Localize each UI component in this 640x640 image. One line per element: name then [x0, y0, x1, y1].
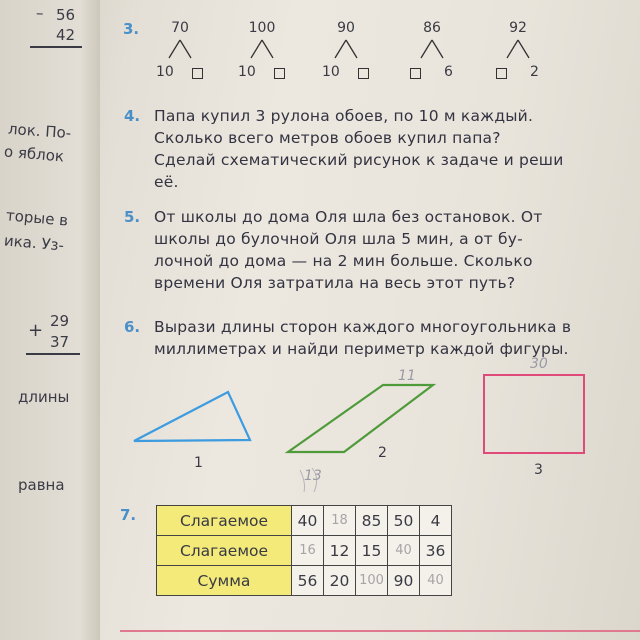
task4-line: Сделай схематический рисунок к задаче и реши [154, 151, 564, 169]
task5-number: 5. [124, 208, 141, 226]
row-label: Слагаемое [157, 536, 292, 566]
page-bottom-line [120, 630, 640, 632]
table-cell: 56 [292, 566, 324, 596]
task6-line: Вырази длины сторон каждого многоугольника в [154, 318, 572, 336]
task6-line: миллиметрах и найди периметр каждой фигуры. [154, 340, 569, 358]
left-text-line3: торые в [5, 206, 69, 230]
whole-number: 86 [423, 20, 441, 36]
whole-number: 90 [337, 20, 355, 36]
subtrahend: 42 [56, 26, 76, 44]
addition-table [156, 505, 452, 596]
pencil-mark: 13 [304, 468, 322, 484]
row-label: Сумма [157, 566, 292, 596]
table-cell: 90 [388, 566, 420, 596]
rectangle-figure [484, 375, 584, 453]
table-cell: 20 [324, 566, 356, 596]
figure-label-2: 2 [378, 445, 387, 461]
task3-number: 3. [123, 20, 140, 38]
minus-sign: – [35, 3, 44, 23]
task4-line: Папа купил 3 рулона обоев, по 10 м каждый. [154, 107, 534, 125]
minuend: 56 [56, 6, 76, 24]
table-cell: 40 [388, 536, 420, 566]
left-text-line2: о яблок [3, 142, 65, 166]
row-label: Слагаемое [157, 506, 292, 536]
table-cell: 36 [420, 536, 452, 566]
task5-line: времени Оля затратила на весь этот путь? [154, 274, 516, 292]
task6-number: 6. [124, 318, 141, 336]
part-number: 10 [238, 64, 256, 80]
table-cell: 50 [388, 506, 420, 536]
whole-number: 100 [248, 20, 276, 36]
left-text-line4: ика. Уз- [3, 231, 65, 255]
part-number: 2 [530, 64, 539, 80]
part-number: 10 [156, 64, 174, 80]
table-cell: 40 [292, 506, 324, 536]
pencil-mark: 11 [398, 368, 416, 384]
table-cell: 4 [420, 506, 452, 536]
parallelogram-figure [288, 385, 433, 452]
part-number: 6 [444, 64, 453, 80]
task4-line: Сколько всего метров обоев купил папа? [154, 129, 501, 147]
table-cell: 16 [292, 536, 324, 566]
table-row [157, 536, 452, 566]
task5-line: лочной до дома — на 2 мин больше. Сколько [154, 252, 533, 270]
task7-number: 7. [120, 506, 137, 524]
left-word-dlina: длины [18, 388, 70, 406]
task4-number: 4. [124, 107, 141, 125]
table-cell: 85 [356, 506, 388, 536]
table-cell: 15 [356, 536, 388, 566]
task5-line: От школы до дома Оля шла без остановок. От [154, 208, 543, 226]
table-row [157, 566, 452, 596]
addend2: 37 [50, 333, 70, 351]
table-cell: 100 [356, 566, 388, 596]
whole-number: 70 [171, 20, 189, 36]
addend1: 29 [50, 312, 70, 330]
left-text-line1: лок. По- [7, 119, 72, 143]
table-cell: 18 [324, 506, 356, 536]
task5-line: школы до булочной Оля шла 5 мин, а от бу- [154, 230, 523, 248]
left-word-ravna: равна [18, 476, 65, 494]
plus-sign: + [28, 320, 44, 341]
triangle-figure [134, 392, 250, 441]
whole-number: 92 [509, 20, 527, 36]
figure-label-3: 3 [534, 462, 543, 478]
table-cell: 40 [420, 566, 452, 596]
figure-label-1: 1 [194, 455, 203, 471]
table-cell: 12 [324, 536, 356, 566]
part-number: 10 [322, 64, 340, 80]
table-row [157, 506, 452, 536]
task4-line: её. [154, 173, 179, 191]
pencil-mark: 30 [530, 356, 548, 372]
